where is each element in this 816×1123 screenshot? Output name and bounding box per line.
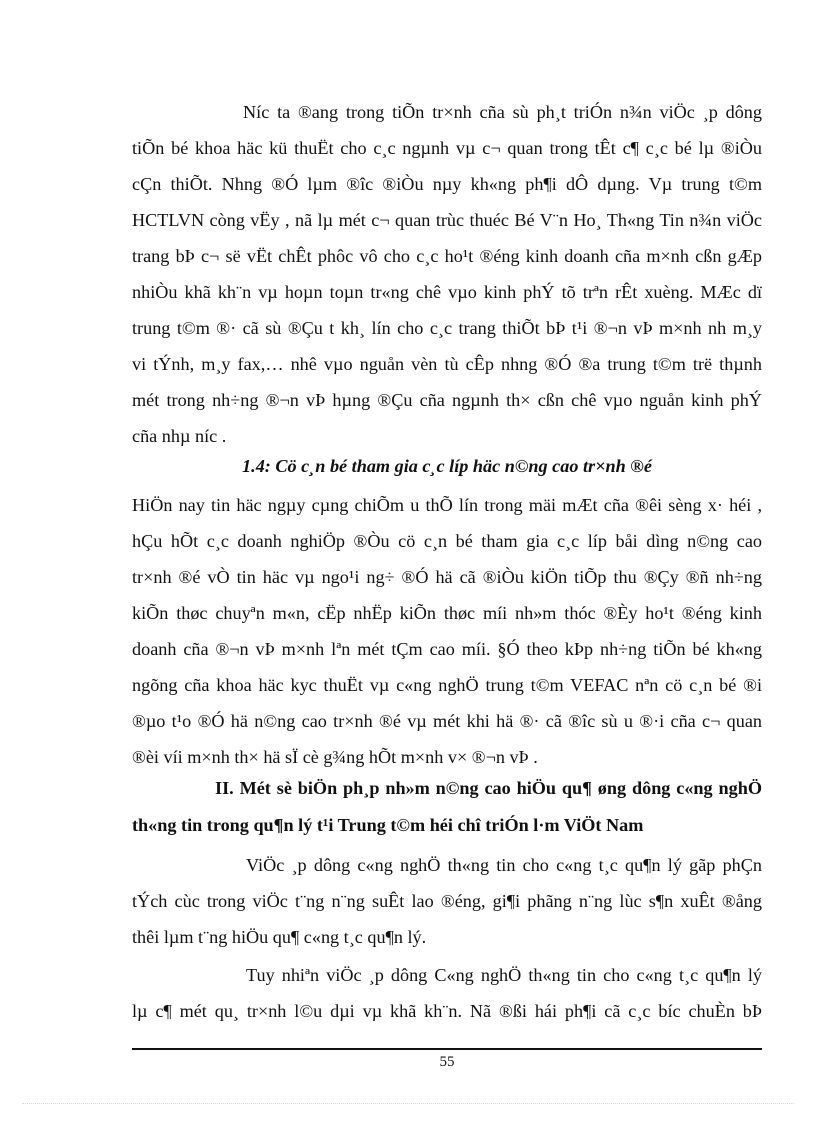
footer-rule	[132, 1048, 762, 1050]
text-line: thêi lµm t¨ng hiÖu qu¶ c«ng t¸c qu¶n lý.	[132, 927, 427, 947]
text-line: doanh cña ®¬n vÞ m×nh lªn mét tÇm cao míi. §Ó theo kÞp nh÷ng tiÕn bé kh«ng	[132, 639, 762, 659]
text-line: cÇn thiÕt. Nhng ®Ó lµm ®îc ®iÒu nµy kh«ng ph¶i dÔ dµng. Vµ trung t©m	[132, 174, 762, 194]
section-heading-1-4: 1.4: Cö c¸n bé tham gia c¸c líp häc n©ng cao tr×nh ®é	[242, 456, 652, 476]
text-line: kiÕn thøc chuyªn m«n, cËp nhËp kiÕn thøc míi nh»m thóc ®Èy ho¹t ®éng kinh	[132, 603, 762, 623]
text-line: vi tÝnh, m¸y fax,… nhê vµo nguån vèn tù cÊp nhng ®Ó ®a trung t©m trë thµnh	[132, 354, 762, 374]
text-line: nhiÒu khã kh¨n vµ hoµn toµn tr«ng chê vµo kinh phÝ tõ trªn rÊt xuèng. MÆc dï	[132, 282, 762, 302]
text-line: Níc ta ®ang trong tiÕn tr×nh cña sù ph¸t triÓn n¾n viÖc ¸p dông	[243, 102, 762, 122]
text-line: Tuy nhiªn viÖc ¸p dông C«ng nghÖ th«ng tin cho c«ng t¸c qu¶n lý	[246, 965, 762, 985]
text-line: ®èi víi m×nh th× hä sÏ cè g¾ng hÕt m×nh v× ®¬n vÞ .	[132, 747, 538, 767]
page-number: 55	[439, 1054, 455, 1070]
text-line: ngõng cña khoa häc kyc thuËt vµ c«ng nghÖ trung t©m VEFAC nªn cö c¸n bé ®i	[132, 675, 762, 695]
text-line: HiÖn nay tin häc ngµy cµng chiÕm u thÕ lín trong mäi mÆt cña ®êi sèng x· héi ,	[132, 495, 762, 515]
text-line: cña nhµ níc .	[132, 426, 227, 446]
text-line: tiÕn bé khoa häc kü thuËt cho c¸c ngµnh vµ c¬ quan trong tÊt c¶ c¸c bé lµ ®iÒu	[132, 138, 762, 158]
text-line: tÝch cùc trong viÖc t¨ng n¨ng suÊt lao ®éng, gi¶i phãng n¨ng lùc s¶n xuÊt ®ång	[132, 891, 762, 911]
text-line: mét trong nh÷ng ®¬n vÞ hµng ®Çu cña ngµnh th× cßn chê vµo nguån kinh phÝ	[132, 390, 762, 410]
text-line: HCTLVN còng vËy , nã lµ mét c¬ quan trùc thuéc Bé V¨n Ho¸ Th«ng Tin n¾n viÖc	[132, 210, 762, 230]
text-line: ®µo t¹o ®Ó hä n©ng cao tr×nh ®é vµ mét khi hä ®· cã ®îc sù u ®·i cña c¬ quan	[132, 711, 762, 731]
heading-line: th«ng tin trong qu¶n lý t¹i Trung t©m héi chî triÓn l·m ViÖt Nam	[132, 815, 644, 835]
text-line: trang bÞ c¬ së vËt chÊt phôc vô cho c¸c ho¹t ®éng kinh doanh cña m×nh cßn gÆp	[132, 246, 762, 266]
text-line: trung t©m ®· cã sù ®Çu t kh¸ lín cho c¸c trang thiÕt bÞ t¹i ®¬n vÞ m×nh nh m¸y	[132, 318, 762, 338]
text-line: lµ c¶ mét qu¸ tr×nh l©u dµi vµ khã kh¨n. Nã ®ßi hái ph¶i cã c¸c bíc chuÈn bÞ	[132, 1001, 762, 1021]
text-line: hÇu hÕt c¸c doanh nghiÖp ®Òu cö c¸n bé tham gia c¸c líp båi dìng n©ng cao	[132, 531, 762, 551]
text-line: tr×nh ®é vÒ tin häc vµ ngo¹i ng÷ ®Ó hä cã ®iÒu kiÖn tiÕp thu ®Çy ®ñ nh÷ng	[132, 567, 762, 587]
page-bottom-edge	[22, 1103, 794, 1104]
heading-line: II. Mét sè biÖn ph¸p nh»m n©ng cao hiÖu qu¶ øng dông c«ng nghÖ	[215, 778, 762, 798]
text-line: ViÖc ¸p dông c«ng nghÖ th«ng tin cho c«ng t¸c qu¶n lý gãp phÇn	[246, 855, 762, 875]
